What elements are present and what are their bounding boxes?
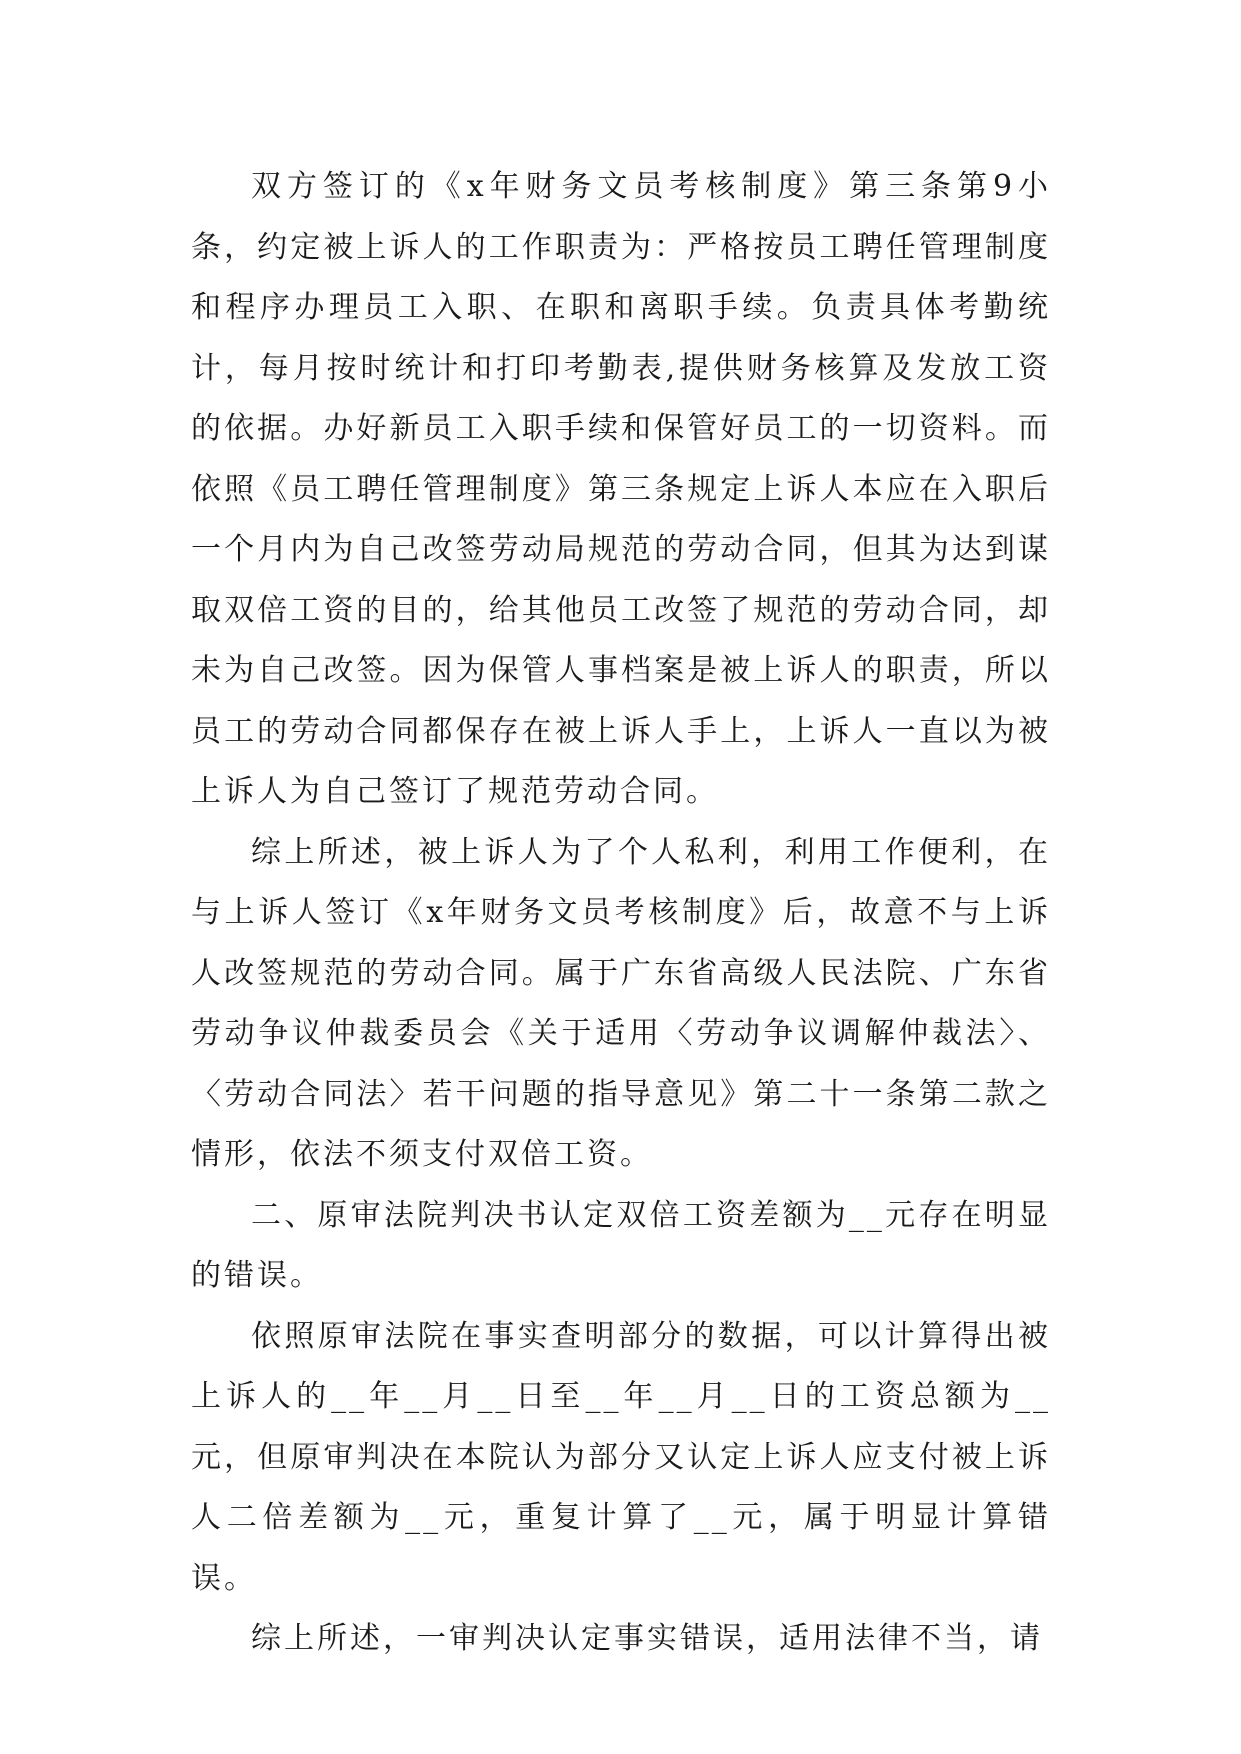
paragraph-section-two-heading: 二、原审法院判决书认定双倍工资差额为__元存在明显的错误。	[191, 1197, 1051, 1293]
paragraph-job-duties: 双方签订的《x年财务文员考核制度》第三条第9小条，约定被上诉人的工作职责为：严格按员工聘任管理制度和程序办理员工入职、在职和离职手续。负责具体考勤统计，每月按时统计和打印考勤表,提供财务核算及发放工资的依据。办好新员工入职手续和保管好员工的一切资料。而依照《员工聘任管理制度》第三条规定上诉人本应在入职后一个月内为自己改签劳动局规范的劳动合同，但其为达到谋取双倍工资的目的，给其他员工改签了规范的劳动合同，却未为自己改签。因为保管人事档案是被上诉人的职责，所以员工的劳动合同都保存在被上诉人手上，上诉人一直以为被上诉人为自己签订了规范劳动合同。	[191, 169, 1051, 809]
document-body	[191, 157, 1051, 1670]
paragraph-conclusion: 综上所述，一审判决认定事实错误，适用法律不当，请	[251, 1621, 1043, 1656]
paragraph-calculation-error: 依照原审法院在事实查明部分的数据，可以计算得出被上诉人的__年__月__日至__年__月__日的工资总额为__元，但原审判决在本院认为部分又认定上诉人应支付被上诉人二倍差额为__元，重复计算了__元，属于明显计算错误。	[191, 1318, 1051, 1596]
paragraph-summary-no-double-wage: 综上所述，被上诉人为了个人私利，利用工作便利，在与上诉人签订《x年财务文员考核制度》后，故意不与上诉人改签规范的劳动合同。属于广东省高级人民法院、广东省劳动争议仲裁委员会《关于适用〈劳动争议调解仲裁法〉、〈劳动合同法〉若干问题的指导意见》第二十一条第二款之情形，依法不须支付双倍工资。	[191, 834, 1051, 1172]
